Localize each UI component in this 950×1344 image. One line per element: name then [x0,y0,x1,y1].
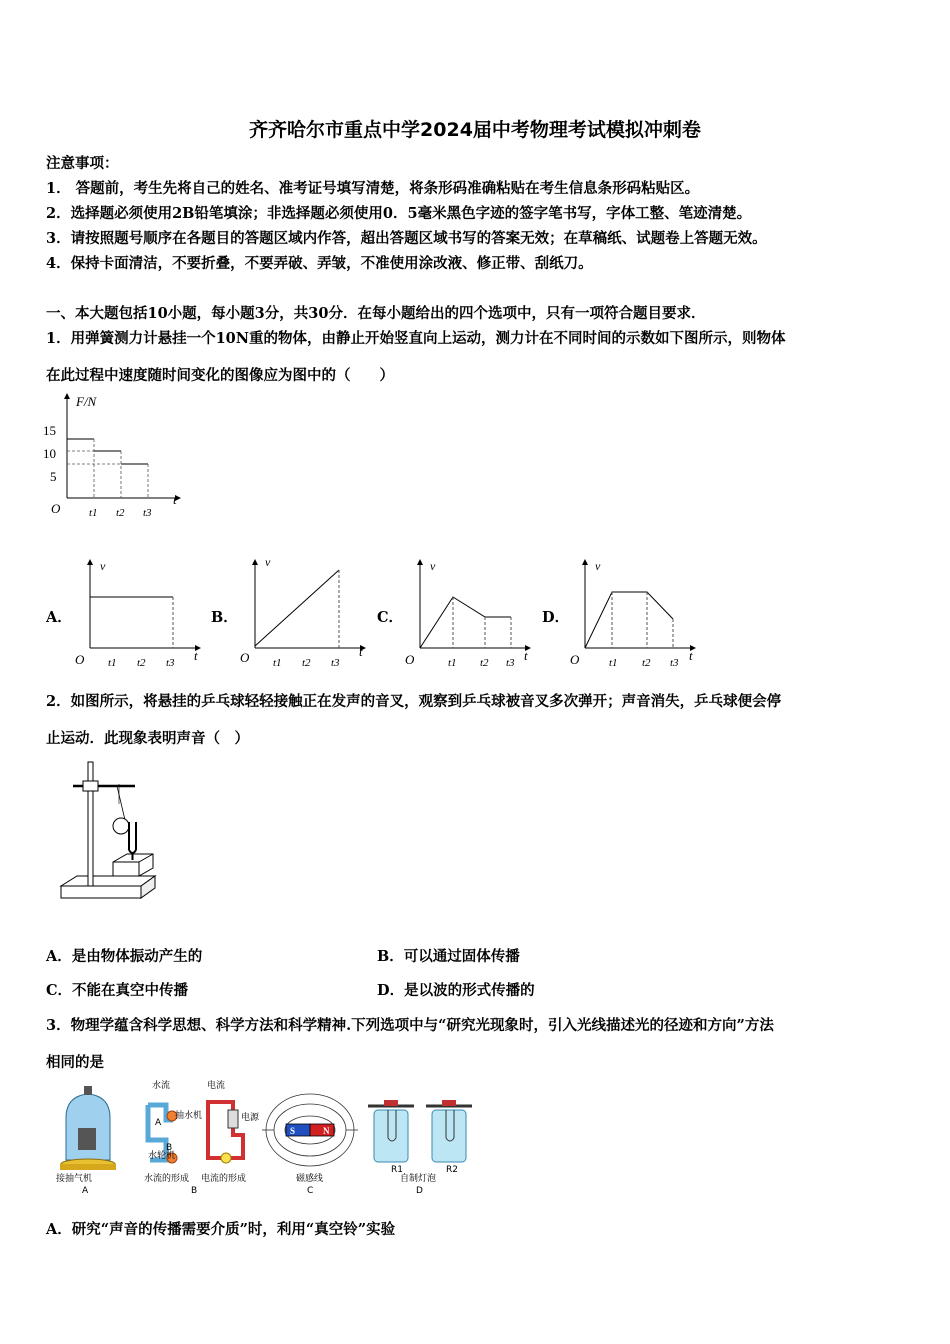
figure-b-current-label: 电流 [207,1081,226,1091]
origin-label: O [405,652,415,667]
q2-text-line2: 止运动．此现象表明声音（ ） [46,730,249,747]
figure-d-bulbs [368,1100,472,1162]
q3-text-line1: 3．物理学蕴含科学思想、科学方法和科学精神.下列选项中与“研究光现象时，引入光线描述光的径迹和方向”方法 [46,1017,774,1034]
q1-option-a-label[interactable]: A． [46,609,72,626]
t1-label: t1 [89,507,98,519]
t3-label: t3 [143,507,152,519]
q2-option-d[interactable]: D．是以波的形式传播的 [377,982,535,999]
figure-b-point-b: B [166,1143,173,1153]
origin-label: O [240,650,250,665]
graph-xlabel: t [173,492,177,507]
tick-10: 10 [43,446,56,461]
notice-item-3: 3．请按照题号顺序在各题目的答题区域内作答，超出答题区域书写的答案无效；在草稿纸、试题卷上答题无效。 [46,230,767,247]
q1-force-time-graph [40,388,190,523]
t-label: t [524,648,528,663]
v-label: v [595,559,601,573]
q1-option-b-graph[interactable] [235,552,370,672]
figure-a-bell-jar [56,1086,116,1195]
v-label: v [100,559,106,573]
figure-b-point-a: A [155,1118,162,1128]
t2-label: t2 [137,657,146,669]
figure-b-turbine-label: 水轮机 [148,1151,176,1161]
tick-15: 15 [43,423,56,438]
page-title: 齐齐哈尔市重点中学2024届中考物理考试模拟冲刺卷 [249,119,701,141]
figure-b-source-label: 电源 [241,1113,260,1123]
figure-d-r1: R1 [391,1165,403,1175]
figure-c-north: N [323,1126,330,1136]
dashed-guides [67,439,148,498]
t-label: t [689,648,693,663]
graph-origin: O [51,501,61,516]
q1-option-b-label[interactable]: B． [211,609,238,626]
figure-c-letter: C [307,1186,314,1195]
q1-text-line1: 1．用弹簧测力计悬挂一个10N重的物体，由静止开始竖直向上运动，测力计在不同时间的示数如下图所示，则物体 [46,330,786,347]
t-label: t [359,644,363,659]
figure-c-magnet-field [262,1094,358,1166]
figure-a-caption: 接抽气机 [56,1174,93,1184]
figure-b-letter: B [191,1186,198,1195]
q1-option-c-label[interactable]: C． [377,609,404,626]
q2-text-line1: 2．如图所示，将悬挂的乒乓球轻轻接触正在发声的音叉，观察到乒乓球被音叉多次弹开；声音消失，乒乓球便会停 [46,693,782,710]
v-label: v [265,555,271,569]
q1-option-d-label[interactable]: D． [542,609,570,626]
figure-c-south: S [290,1126,296,1136]
figure-c-caption: 磁感线 [296,1174,324,1184]
t3-label: t3 [331,657,340,669]
q3-text-line2: 相同的是 [46,1054,104,1071]
t-label: t [194,648,198,663]
figure-d-letter: D [416,1186,423,1195]
v-label: v [430,559,436,573]
figure-b-water-label: 水流 [152,1081,171,1091]
notice-heading: 注意事项： [46,155,119,172]
q2-tuning-fork-apparatus [55,758,160,910]
figure-b-caption-water: 水流的形成 [144,1174,190,1184]
t2-label: t2 [302,657,311,669]
q3-figure-strip [48,1080,478,1195]
t3-label: t3 [506,657,515,669]
q1-option-c-graph[interactable] [400,552,535,672]
t1-label: t1 [273,657,282,669]
section-instructions: 一、本大题包括10小题，每小题3分，共30分．在每小题给出的四个选项中，只有一项符合题目要求． [46,305,706,322]
q1-text-line2: 在此过程中速度随时间变化的图像应为图中的（ ） [46,367,394,384]
t2-label: t2 [116,507,125,519]
notice-item-2: 2．选择题必须使用2B铅笔填涂；非选择题必须使用0．5毫米黑色字迹的签字笔书写，字体工整、笔迹清楚。 [46,205,752,222]
t1-label: t1 [609,657,618,669]
graph-ylabel: F/N [76,394,97,409]
figure-b-pump-label: 抽水机 [175,1111,203,1121]
q1-option-d-graph[interactable] [565,552,700,672]
t2-label: t2 [642,657,651,669]
q2-option-c[interactable]: C．不能在真空中传播 [46,982,189,999]
figure-d-caption: 自制灯泡 [400,1174,437,1184]
figure-d-r2: R2 [446,1165,458,1175]
q2-option-b[interactable]: B．可以通过固体传播 [377,948,520,965]
figure-b-analogy [144,1080,260,1195]
notice-item-4: 4．保持卡面清洁，不要折叠，不要弄破、弄皱，不准使用涂改液、修正带、刮纸刀。 [46,255,593,272]
force-steps [67,439,148,464]
t1-label: t1 [108,657,117,669]
t2-label: t2 [480,657,489,669]
q1-option-a-graph[interactable] [70,552,205,672]
notice-item-1: 1． 答题前，考生先将自己的姓名、准考证号填写清楚，将条形码准确粘贴在考生信息条形码粘贴区。 [46,180,700,197]
figure-b-caption-current: 电流的形成 [201,1174,247,1184]
figure-a-letter: A [82,1186,89,1195]
t1-label: t1 [448,657,457,669]
origin-label: O [570,652,580,667]
q3-option-a[interactable]: A．研究“声音的传播需要介质”时，利用“真空铃”实验 [46,1221,396,1238]
q2-option-a[interactable]: A．是由物体振动产生的 [46,948,203,965]
tick-5: 5 [50,469,57,484]
origin-label: O [75,652,85,667]
t3-label: t3 [166,657,175,669]
t3-label: t3 [670,657,679,669]
